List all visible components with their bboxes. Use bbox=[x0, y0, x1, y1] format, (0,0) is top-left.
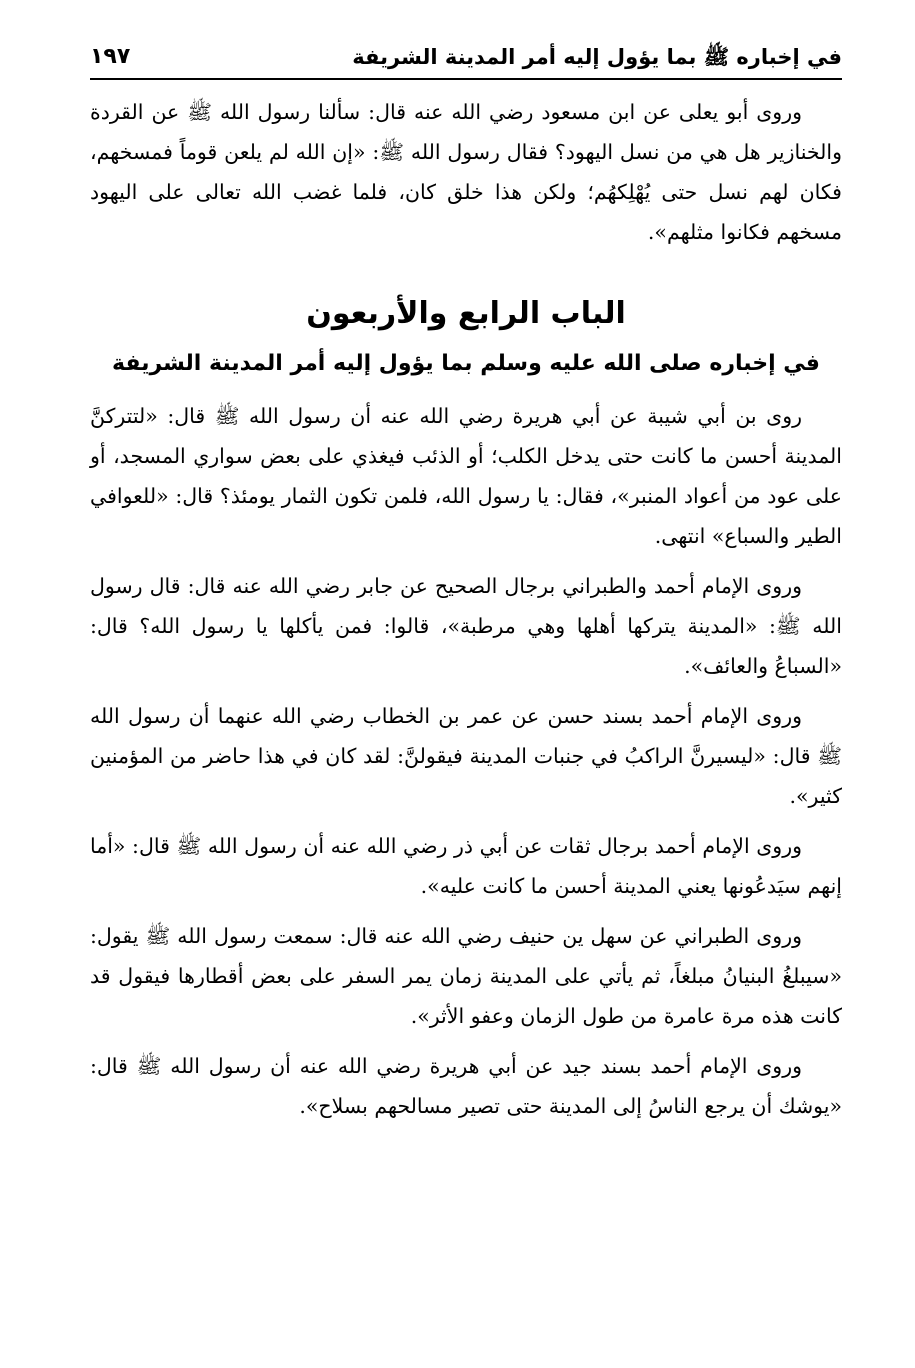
paragraph-3: وروى الإمام أحمد بسند حسن عن عمر بن الخطاب رضي الله عنهما أن رسول الله ﷺ قال: «ليسيرنَّ الراكبُ في جنبات المدينة فيقولنَّ: لقد كان في هذا حاضر من المؤمنين كثير». bbox=[90, 704, 842, 808]
chapter-title: الباب الرابع والأربعون bbox=[306, 296, 626, 331]
paragraph-6: وروى الإمام أحمد بسند جيد عن أبي هريرة رضي الله عنه أن رسول الله ﷺ قال: «يوشك أن يرجع الناسُ إلى المدينة حتى تصير مسالحهم بسلاح». bbox=[90, 1054, 842, 1118]
paragraph-1: روى بن أبي شيبة عن أبي هريرة رضي الله عنه أن رسول الله ﷺ قال: «لتتركنَّ المدينة أحسن ما كانت حتى يدخل الكلب؛ أو الذئب فيغذي على بعض سواري المسجد، أو على عود من أعواد المنبر»، فقال: يا رسول الله، فلمن تكون الثمار يومئذ؟ قال: «للعوافي الطير والسباع» انتهى. bbox=[90, 404, 842, 548]
paragraph-5: وروى الطبراني عن سهل ين حنيف رضي الله عنه قال: سمعت رسول الله ﷺ يقول: «سيبلغُ البنيانُ مبلغاً، ثم يأتي على المدينة زمان يمر السفر على بعض أقطارها فيقول قد كانت هذه مرة عامرة من طول الزمان وعفو الأثر». bbox=[90, 924, 842, 1028]
paragraph-2: وروى الإمام أحمد والطبراني برجال الصحيح عن جابر رضي الله عنه قال: قال رسول الله ﷺ: «المدينة يتركها أهلها وهي مرطبة»، قالوا: فمن يأكلها يا رسول الله؟ قال: «السباعُ والعائف». bbox=[90, 574, 842, 678]
chapter-subtitle: في إخباره صلى الله عليه وسلم بما يؤول إليه أمر المدينة الشريفة bbox=[112, 351, 820, 376]
paragraph-4: وروى الإمام أحمد برجال ثقات عن أبي ذر رضي الله عنه أن رسول الله ﷺ قال: «أما إنهم سيَدعُونها يعني المدينة أحسن ما كانت عليه». bbox=[90, 834, 842, 898]
intro-paragraph: وروى أبو يعلى عن ابن مسعود رضي الله عنه قال: سألنا رسول الله ﷺ عن القردة والخنازير هل هي من نسل اليهود؟ فقال رسول الله ﷺ: «إن الله لم يلعن قوماً فمسخهم، فكان لهم نسل حتى يُهْلِكهُم؛ ولكن هذا خلق كان، فلما غضب الله تعالى على اليهود مسخهم فكانوا مثلهم». bbox=[90, 100, 842, 244]
page-number: ١٩٧ bbox=[90, 44, 131, 69]
book-page bbox=[90, 36, 842, 1126]
page-header bbox=[90, 36, 842, 80]
running-title: في إخباره ﷺ بما يؤول إليه أمر المدينة الشريفة bbox=[352, 45, 842, 69]
